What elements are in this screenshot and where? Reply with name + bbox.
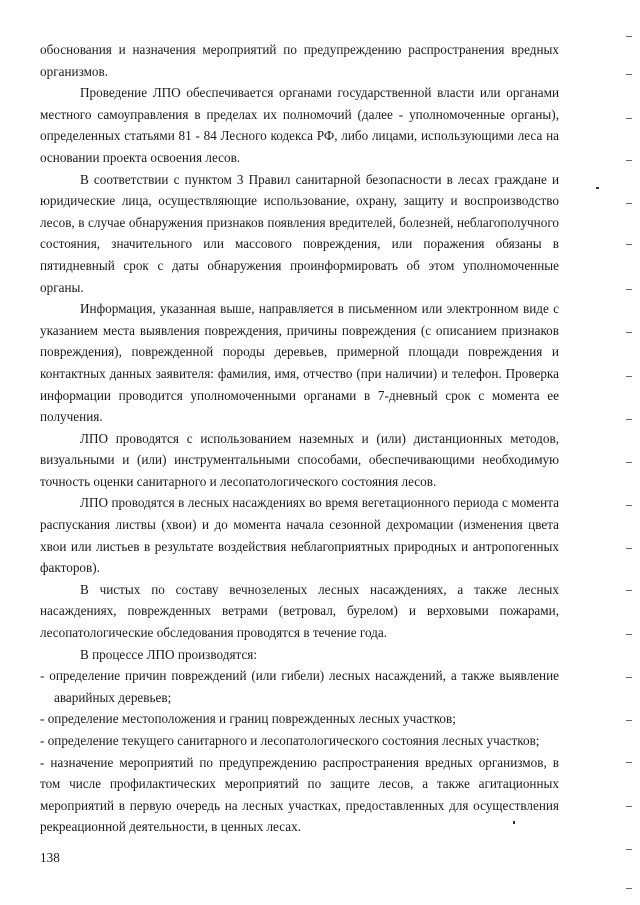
paragraph: В соответствии с пунктом 3 Правил санитарной безопасности в лесах граждане и юридические лица, осуществляющие использование, охрану, защиту и воспроизводство лесов, в случае обнаружения признаков появления вредителей, болезней, неблагополучного состояния, значительного или массового повреждения, или поражения обязаны в пятидневный срок с даты обнаружения проинформировать об этом уполномоченные органы.: [40, 171, 559, 295]
scan-edge-mark: [626, 806, 632, 807]
list-item: - определение местоположения и границ поврежденных лесных участков;: [40, 711, 456, 727]
scan-edge-mark: [626, 289, 632, 290]
scan-edge-mark: [626, 419, 632, 420]
list-item: - определение текущего санитарного и лесопатологического состояния лесных участков;: [40, 733, 540, 748]
scan-speck: [513, 821, 515, 824]
scan-edge-mark: [626, 376, 632, 377]
paragraph: ЛПО проводятся с использованием наземных и (или) дистанционных методов, визуальными и (или) инструментальными способами, обеспечивающими необходимую точность оценки санитарного и лесопатологического состояния лесов.: [40, 430, 559, 489]
scan-edge-mark: [626, 505, 632, 506]
scan-edge-mark: [626, 548, 632, 549]
scan-edge-mark: [626, 36, 632, 37]
scan-edge-mark: [626, 203, 632, 204]
scan-edge-mark: [626, 244, 632, 245]
page-number: 138: [40, 850, 60, 865]
scan-edge-mark: [626, 720, 632, 721]
body-text: [40, 39, 559, 838]
scan-edge-mark: [626, 849, 632, 850]
paragraph: В процессе ЛПО производятся:: [80, 646, 258, 662]
scan-speck: [596, 187, 599, 189]
paragraph: Информация, указанная выше, направляется в письменном или электронном виде с указанием места выявления повреждения, причины повреждения (с описанием признаков повреждения), поврежденной породы деревьев, примерной площади повреждения и контактных данных заявителя: фамилия, имя, отчество (при наличии) и телефон. Проверка информации проводится уполномоченными органами в 7-дневный срок с момента ее получения.: [40, 301, 559, 425]
scan-edge-mark: [626, 332, 632, 333]
scan-edge-mark: [626, 762, 632, 763]
scan-edge-mark: [626, 634, 632, 635]
scan-edge-mark: [626, 677, 632, 678]
paragraph: ЛПО проводятся в лесных насаждениях во время вегетационного периода с момента распускания листвы (хвои) и до момента начала сезонной дехромации (изменения цвета хвои или листьев в результате воздействия неблагоприятных природных и антропогенных факторов).: [40, 495, 559, 576]
scan-edge-mark: [626, 462, 632, 463]
scan-edge-mark: [626, 590, 632, 591]
paragraph: Проведение ЛПО обеспечивается органами государственной власти или органами местного самоуправления в пределах их полномочий (далее - уполномоченные органы), определенных статьями 81 - 84 Лесного кодекса РФ, либо лицами, использующими леса на основании проекта освоения лесов.: [40, 85, 559, 165]
scan-edge-mark: [626, 888, 632, 889]
scan-edge-mark: [626, 74, 632, 75]
scan-edge-mark: [626, 118, 632, 119]
paragraph: В чистых по составу вечнозеленых лесных насаждениях, а также лесных насаждениях, поврежденных ветрами (ветровал, бурелом) и верховыми пожарами, лесопатологические обследования проводятся в течение года.: [40, 581, 559, 641]
scan-edge-mark: [626, 160, 632, 161]
list-item: - определение причин повреждений (или гибели) лесных насаждений, а также выявление аварийных деревьев;: [40, 668, 559, 705]
paragraph-continuation: обоснования и назначения мероприятий по предупреждению распространения вредных организмов.: [40, 42, 559, 79]
list-item: - назначение мероприятий по предупреждению распространения вредных организмов, в том числе профилактических мероприятий по защите лесов, а также агитационных мероприятий в первую очередь на лесных участках, предоставленных для осуществления рекреационной деятельности, в ценных лесах.: [40, 754, 559, 835]
